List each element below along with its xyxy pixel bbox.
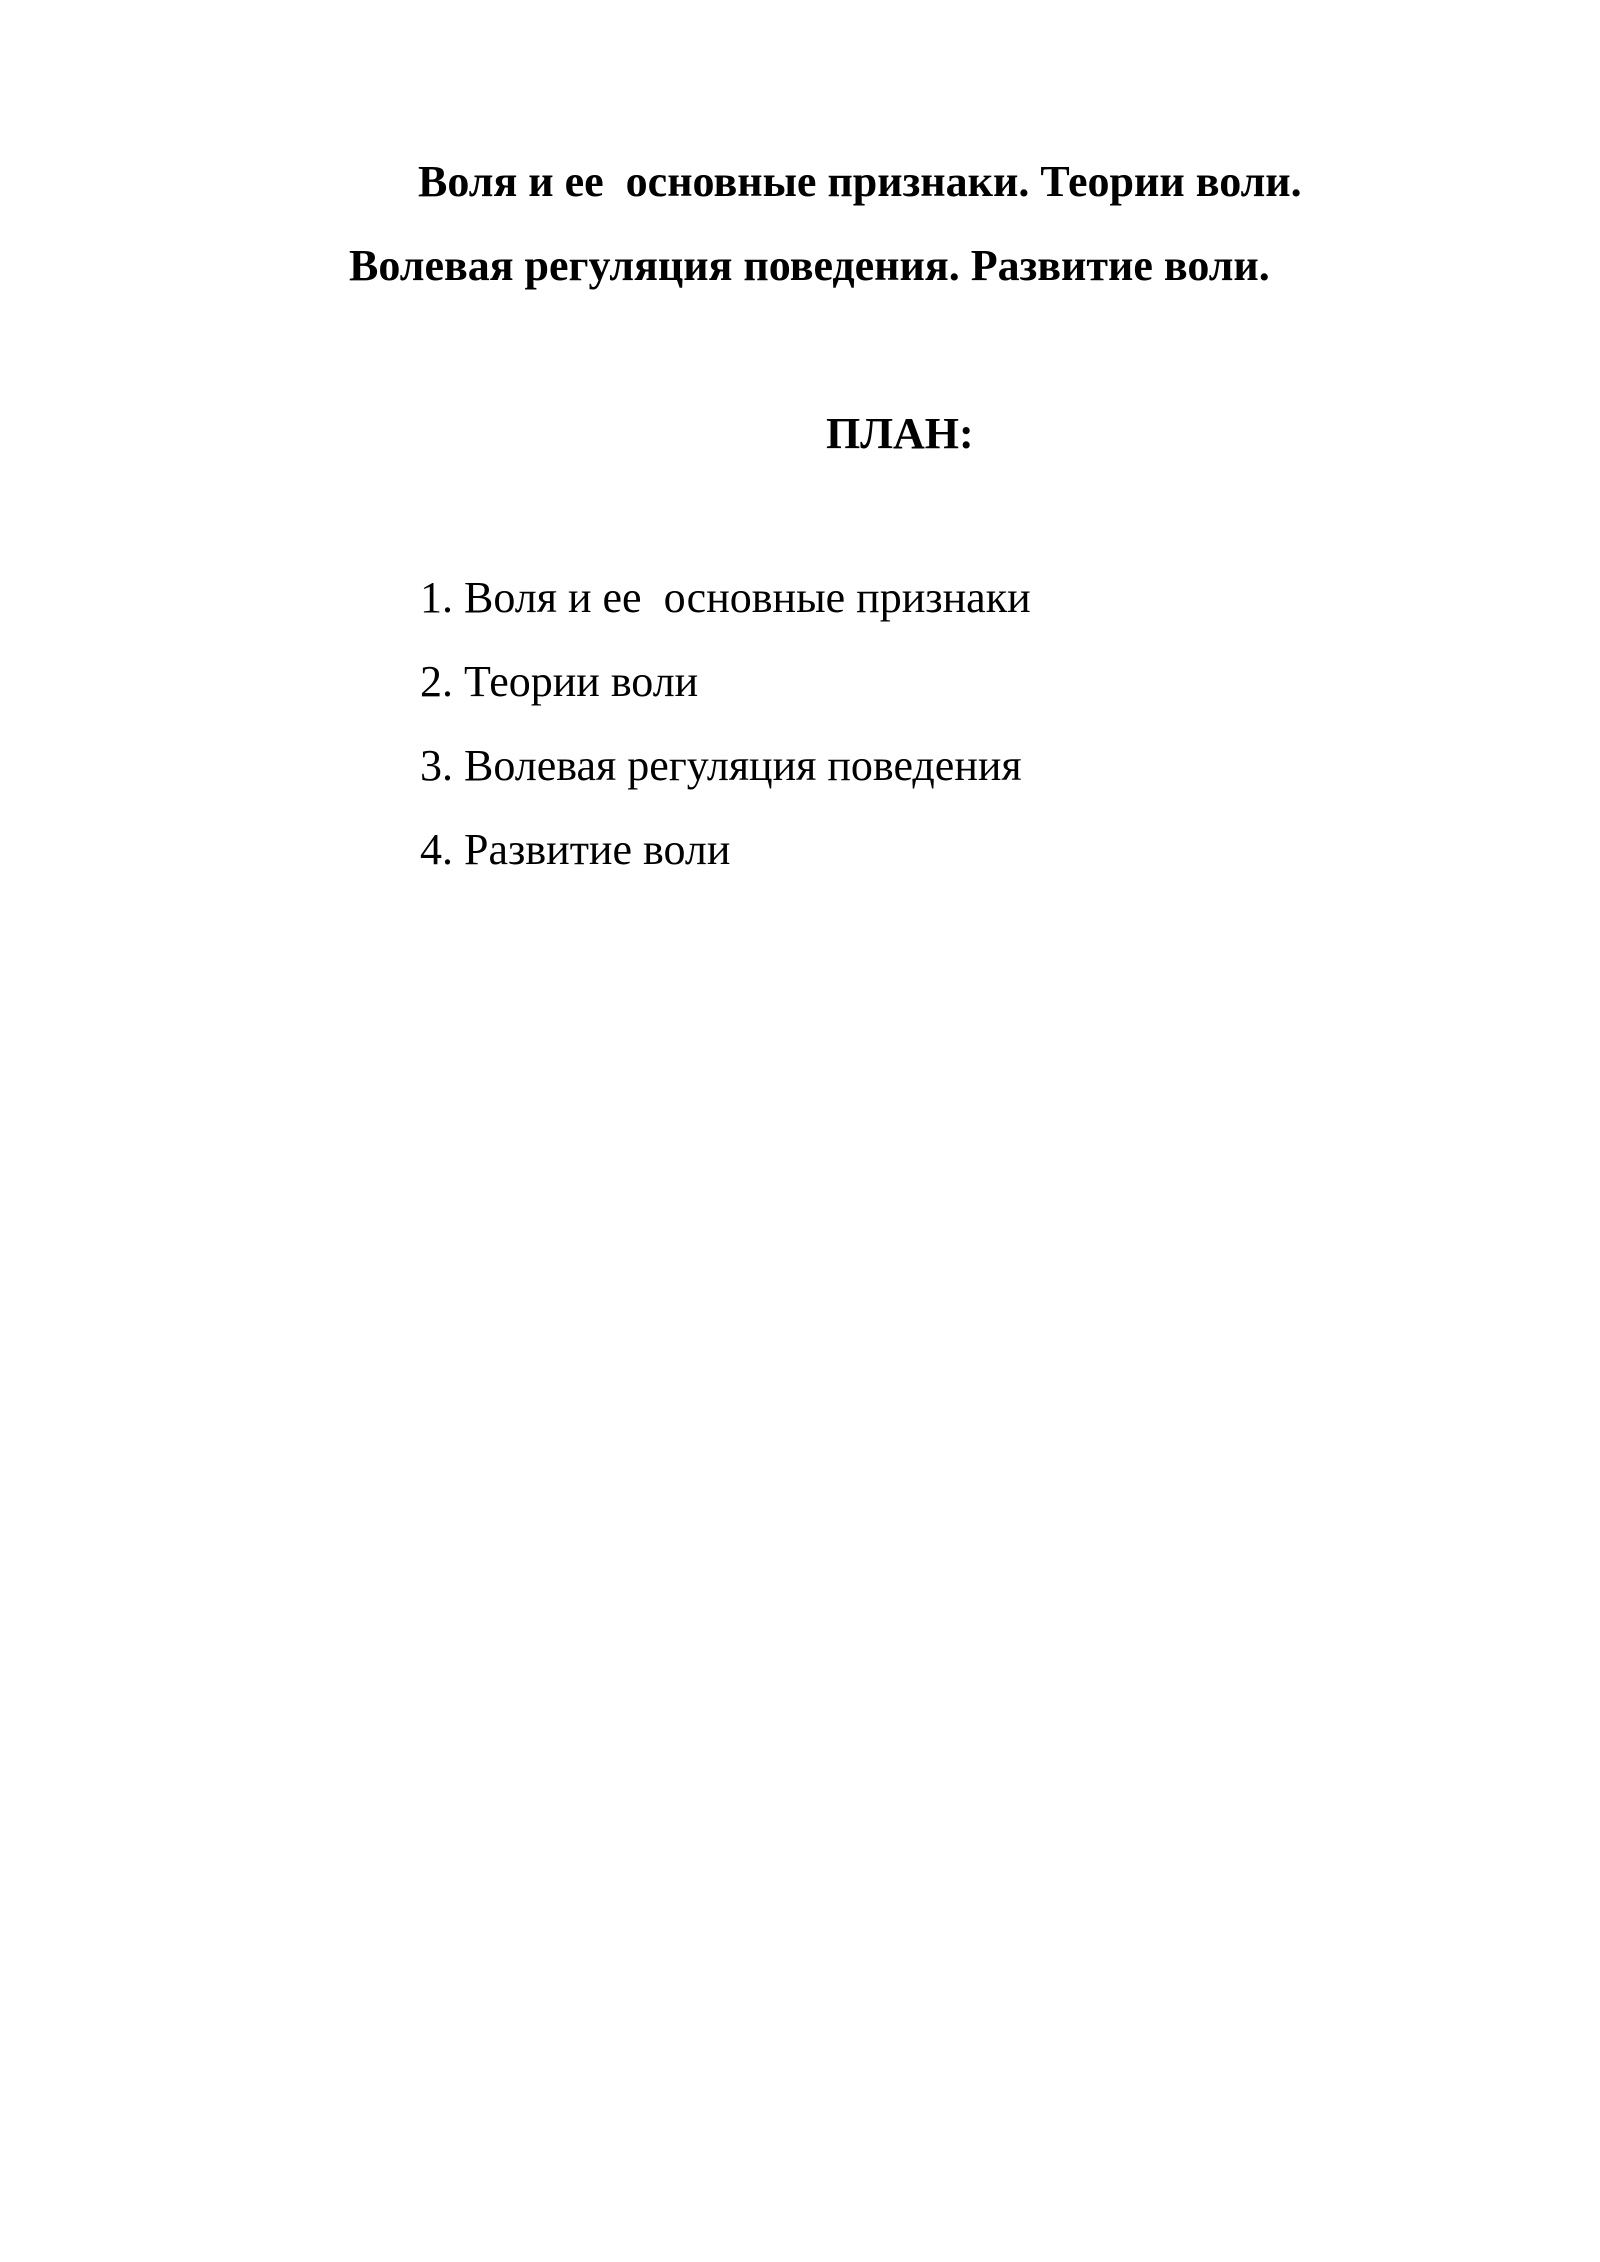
plan-item-2: 2. Теории воли [420,657,699,706]
plan-item-4: 4. Развитие воли [420,825,731,874]
plan-list [420,573,1031,912]
plan-item-1: 1. Воля и ее основные признаки [420,573,1031,622]
plan-heading: ПЛАН: [826,409,974,458]
document-title-line-1: Воля и ее основные признаки. Теории воли. [418,157,1302,206]
plan-item-3: 3. Волевая регуляция поведения [420,741,1022,790]
document-title-line-2: Волевая регуляция поведения. Развитие воли. [349,241,1270,290]
